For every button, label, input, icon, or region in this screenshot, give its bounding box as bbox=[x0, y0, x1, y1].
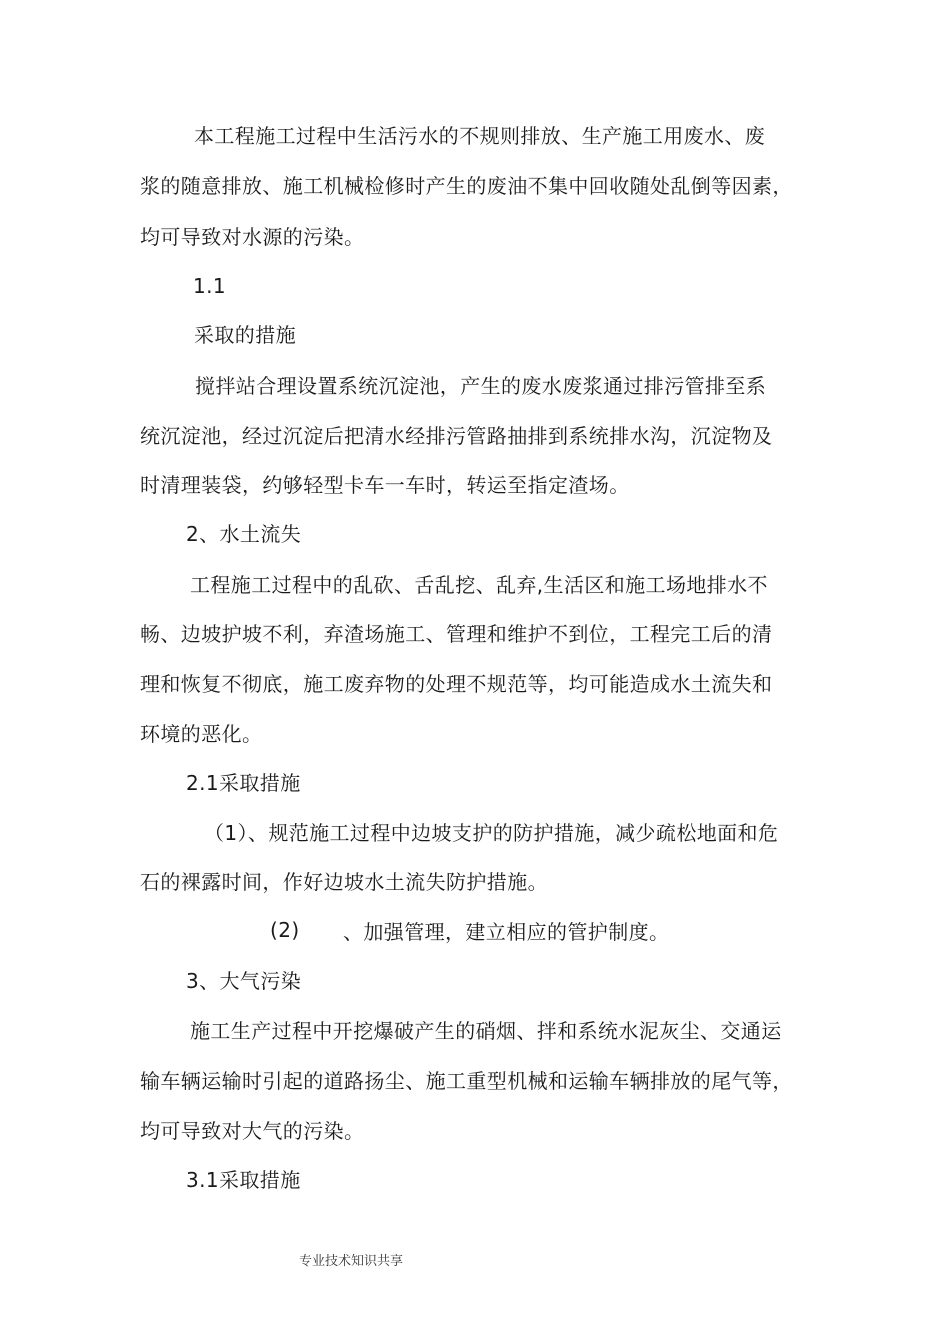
paragraph-air-pollution-line-3: 均可导致对大气的污染。 bbox=[140, 1119, 365, 1143]
measure-2-number: (2) bbox=[270, 918, 300, 942]
page-footer: 专业技术知识共享 bbox=[299, 1254, 404, 1269]
section-1-1-number: 1.1 bbox=[193, 274, 227, 298]
paragraph-water-intro-line-2: 浆的随意排放、施工机械检修时产生的废油不集中回收随处乱倒等因素， bbox=[140, 174, 793, 198]
paragraph-air-pollution-line-1: 施工生产过程中开挖爆破产生的硝烟、拌和系统水泥灰尘、交通运 bbox=[190, 1019, 782, 1043]
measure-1-line-1: （1）、规范施工过程中边坡支护的防护措施，减少疏松地面和危 bbox=[204, 821, 779, 845]
section-3-heading: 3、大气污染 bbox=[186, 969, 302, 993]
section-2-heading: 2、水土流失 bbox=[186, 522, 302, 546]
paragraph-soil-erosion-line-2: 畅、边坡护坡不利，弃渣场施工、管理和维护不到位，工程完工后的清 bbox=[140, 622, 773, 646]
measure-1-line-2: 石的裸露时间，作好边坡水土流失防护措施。 bbox=[140, 870, 548, 894]
paragraph-water-intro-line-1: 本工程施工过程中生活污水的不规则排放、生产施工用废水、废 bbox=[194, 124, 766, 148]
paragraph-mixing-station-line-1: 搅拌站合理设置系统沉淀池，产生的废水废浆通过排污管排至系 bbox=[195, 374, 767, 398]
measure-2-text: 、加强管理，建立相应的管护制度。 bbox=[343, 920, 670, 944]
paragraph-mixing-station-line-3: 时清理装袋，约够轻型卡车一车时，转运至指定渣场。 bbox=[140, 473, 630, 497]
paragraph-soil-erosion-line-1: 工程施工过程中的乱砍、舌乱挖、乱弃,生活区和施工场地排水不 bbox=[190, 573, 768, 597]
paragraph-water-intro-line-3: 均可导致对水源的污染。 bbox=[140, 225, 365, 249]
paragraph-soil-erosion-line-3: 理和恢复不彻底，施工废弃物的处理不规范等，均可能造成水土流失和 bbox=[140, 672, 773, 696]
section-2-1-heading: 2.1采取措施 bbox=[186, 771, 301, 795]
section-3-1-heading: 3.1采取措施 bbox=[186, 1168, 301, 1192]
section-1-1-title: 采取的措施 bbox=[194, 323, 296, 347]
paragraph-air-pollution-line-2: 输车辆运输时引起的道路扬尘、施工重型机械和运输车辆排放的尾气等， bbox=[140, 1069, 793, 1093]
paragraph-soil-erosion-line-4: 环境的恶化。 bbox=[140, 722, 263, 746]
paragraph-mixing-station-line-2: 统沉淀池，经过沉淀后把清水经排污管路抽排到系统排水沟，沉淀物及 bbox=[140, 424, 773, 448]
